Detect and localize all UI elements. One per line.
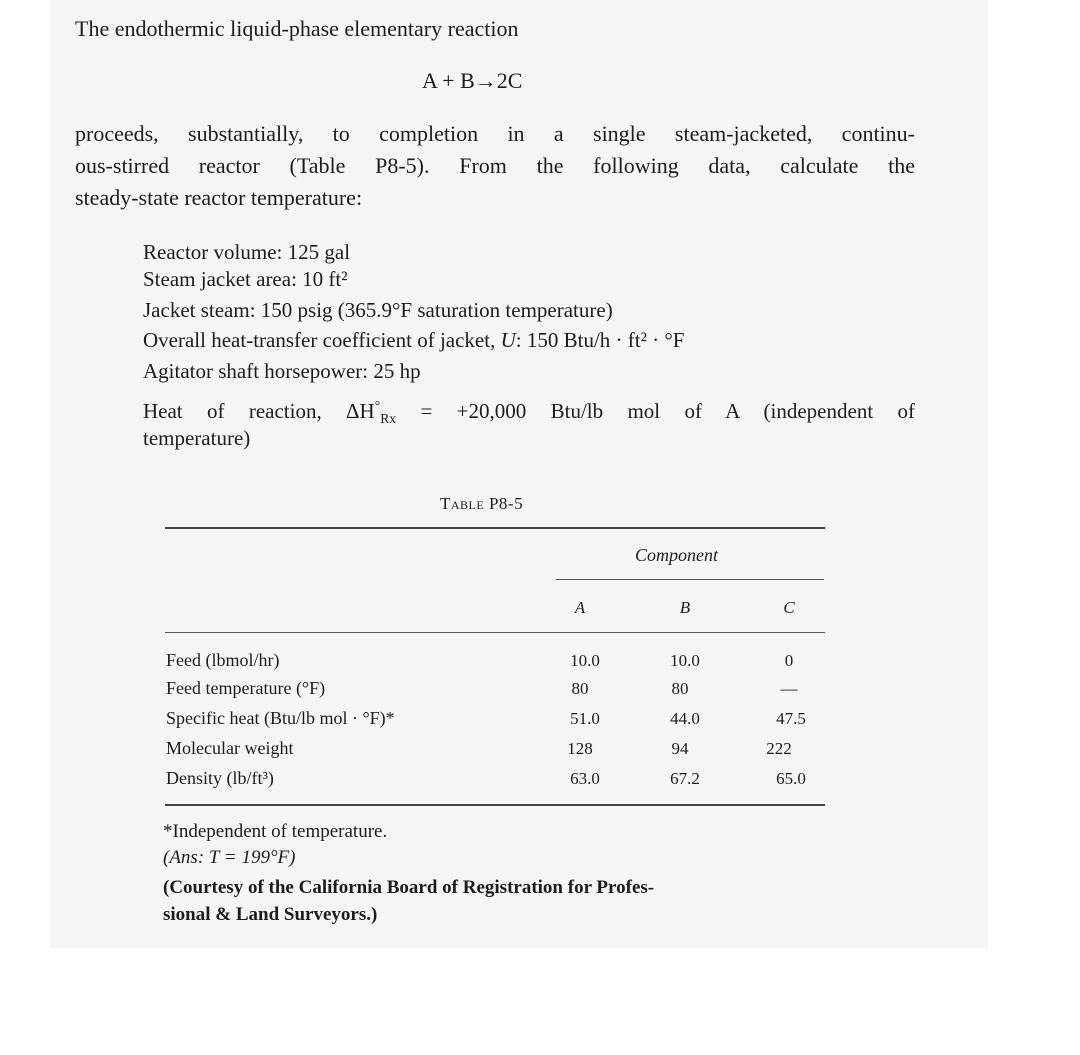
- u-value: : 150 Btu/h · ft² · °F: [515, 328, 685, 352]
- table-cell: 222: [766, 739, 792, 758]
- u-symbol: U: [500, 328, 516, 352]
- column-header-a: A: [574, 598, 586, 617]
- table-title: [440, 494, 523, 514]
- heat-prefix: Heat of reaction, ΔH: [143, 399, 375, 423]
- table-title-prefix: Table: [440, 494, 489, 513]
- table-cell: 10.0: [570, 651, 600, 670]
- paragraph-line-1: proceeds, substantially, to completion in a single steam-jacketed, continu-: [75, 121, 915, 146]
- heat-sub: Rx: [380, 411, 397, 427]
- intro-text: The endothermic liquid-phase elementary reaction: [75, 16, 519, 41]
- column-header-b: B: [679, 598, 691, 617]
- component-header: Component: [635, 545, 718, 565]
- table-cell: 80: [571, 679, 589, 698]
- table-top-rule: [165, 527, 825, 529]
- courtesy-line-1: (Courtesy of the California Board of Registration for Profes-: [163, 877, 655, 898]
- heat-of-reaction: [143, 394, 915, 431]
- table-cell: 44.0: [670, 709, 700, 728]
- table-cell: 51.0: [570, 709, 600, 728]
- table-cell: 67.2: [670, 769, 700, 788]
- heat-transfer-coefficient: [143, 328, 684, 352]
- column-header-c: C: [783, 598, 795, 617]
- table-cell: 94: [671, 739, 689, 758]
- heat-value: = +20,000 Btu/lb mol of A (independent of: [396, 399, 915, 423]
- table-cell: 65.0: [776, 769, 806, 788]
- reaction-equation: A + B→2C: [422, 68, 523, 93]
- heat-sup: °: [374, 398, 381, 413]
- answer-note: (Ans: T = 199°F): [163, 847, 296, 868]
- u-prefix: Overall heat-transfer coefficient of jacket,: [143, 328, 501, 352]
- table-cell: 128: [567, 739, 593, 758]
- table-cell: 63.0: [570, 769, 600, 788]
- table-title-id: P8-5: [488, 494, 524, 513]
- row-label: Molecular weight: [166, 738, 294, 758]
- component-rule: [556, 579, 824, 580]
- heat-of-reaction-cont: temperature): [143, 426, 251, 450]
- paragraph-line-3: steady-state reactor temperature:: [75, 185, 363, 210]
- table-cell: 47.5: [776, 709, 806, 728]
- agitator-horsepower: Agitator shaft horsepower: 25 hp: [143, 359, 421, 383]
- footnote: *Independent of temperature.: [163, 821, 388, 842]
- row-label: Density (lb/ft³): [166, 768, 274, 788]
- table-cell: 10.0: [670, 651, 700, 670]
- courtesy-line-2: sional & Land Surveyors.): [163, 904, 378, 925]
- table-cell: 0: [784, 651, 794, 670]
- header-rule: [165, 632, 825, 633]
- jacket-steam: Jacket steam: 150 psig (365.9°F saturation temperature): [143, 298, 613, 322]
- table-cell: 80: [671, 679, 689, 698]
- table-cell: —: [780, 679, 798, 698]
- row-label: Feed (lbmol/hr): [166, 650, 280, 670]
- row-label: Specific heat (Btu/lb mol · °F)*: [166, 708, 395, 728]
- table-bottom-rule: [165, 804, 825, 806]
- reactor-volume: Reactor volume: 125 gal: [143, 240, 351, 264]
- row-label: Feed temperature (°F): [166, 678, 326, 698]
- steam-jacket-area: Steam jacket area: 10 ft²: [143, 267, 348, 291]
- paragraph-line-2: ous-stirred reactor (Table P8-5). From the following data, calculate the: [75, 153, 915, 178]
